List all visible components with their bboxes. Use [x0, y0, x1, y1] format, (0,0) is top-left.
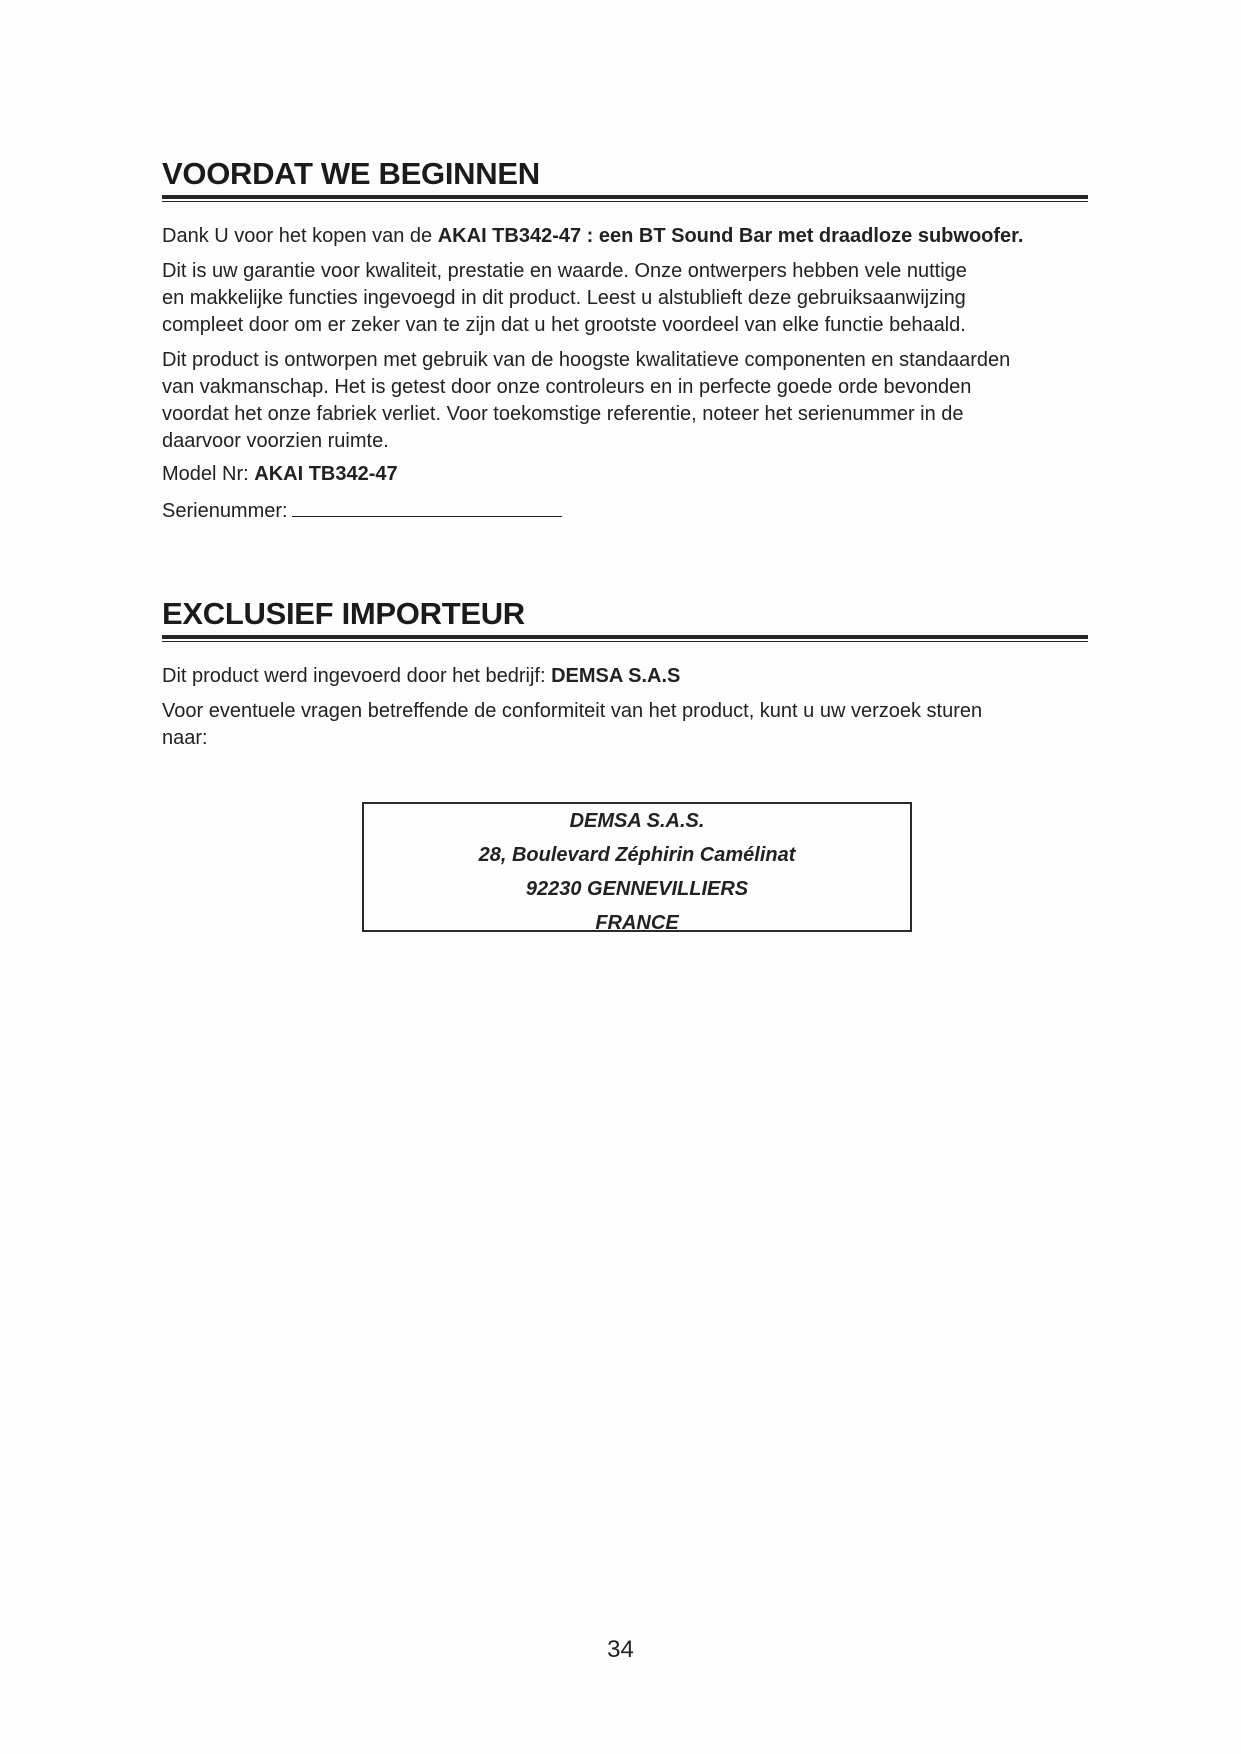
model-number: [162, 461, 1088, 488]
thanks-prefix: Dank U voor het kopen van de: [162, 225, 438, 247]
serial-number-blank: [292, 496, 562, 517]
questions-paragraph: [162, 698, 1088, 752]
heading-rule-thick: [162, 195, 1088, 199]
serial-number: [162, 496, 1088, 525]
page-number: 34: [607, 1636, 634, 1663]
guarantee-line: Dit is uw garantie voor kwaliteit, prestatie en waarde. Onze ontwerpers hebben vele nuttige: [162, 260, 967, 282]
section-exclusive-importer: [162, 596, 1088, 752]
questions-line: Voor eventuele vragen betreffende de conformiteit van het product, kunt u uw verzoek sturen: [162, 700, 983, 722]
design-line: van vakmanschap. Het is getest door onze controleurs en in perfecte goede orde bevonden: [162, 376, 972, 398]
guarantee-line: en makkelijke functies ingevoegd in dit product. Leest u alstublieft deze gebruiksaanwijzing: [162, 287, 966, 309]
address-company: DEMSA S.A.S.: [569, 810, 705, 832]
thanks-paragraph: [162, 223, 1088, 250]
address-country: FRANCE: [595, 912, 679, 934]
design-line: voordat het onze fabriek verliet. Voor toekomstige referentie, noteer het serienummer in de: [162, 403, 964, 425]
section-heading: EXCLUSIEF IMPORTEUR: [162, 596, 525, 631]
importer-company: DEMSA S.A.S: [551, 665, 681, 687]
heading-rule-thick: [162, 635, 1088, 639]
address-street: 28, Boulevard Zéphirin Camélinat: [478, 844, 796, 866]
questions-line: naar:: [162, 727, 208, 749]
design-line: daarvoor voorzien ruimte.: [162, 430, 389, 452]
section-heading: VOORDAT WE BEGINNEN: [162, 156, 540, 191]
imported-prefix: Dit product werd ingevoerd door het bedrijf:: [162, 665, 552, 687]
product-name: AKAI TB342-47 : een BT Sound Bar met draadloze subwoofer.: [437, 225, 1024, 247]
address-city: 92230 GENNEVILLIERS: [525, 878, 749, 900]
serial-label: Serienummer:: [162, 500, 288, 522]
guarantee-line: compleet door om er zeker van te zijn dat u het grootste voordeel van elke functie behaald.: [162, 314, 966, 336]
heading-rule-thin: [162, 201, 1088, 202]
model-value: AKAI TB342-47: [254, 463, 398, 485]
importer-paragraph: [162, 663, 1088, 690]
heading-rule-thin: [162, 641, 1088, 642]
address-box: [362, 802, 912, 932]
guarantee-paragraph: [162, 258, 1088, 339]
design-line: Dit product is ontworpen met gebruik van de hoogste kwalitatieve componenten en standaarden: [162, 349, 1011, 371]
model-label: Model Nr:: [162, 463, 255, 485]
design-paragraph: [162, 347, 1088, 455]
section-before-we-begin: [162, 156, 1088, 525]
